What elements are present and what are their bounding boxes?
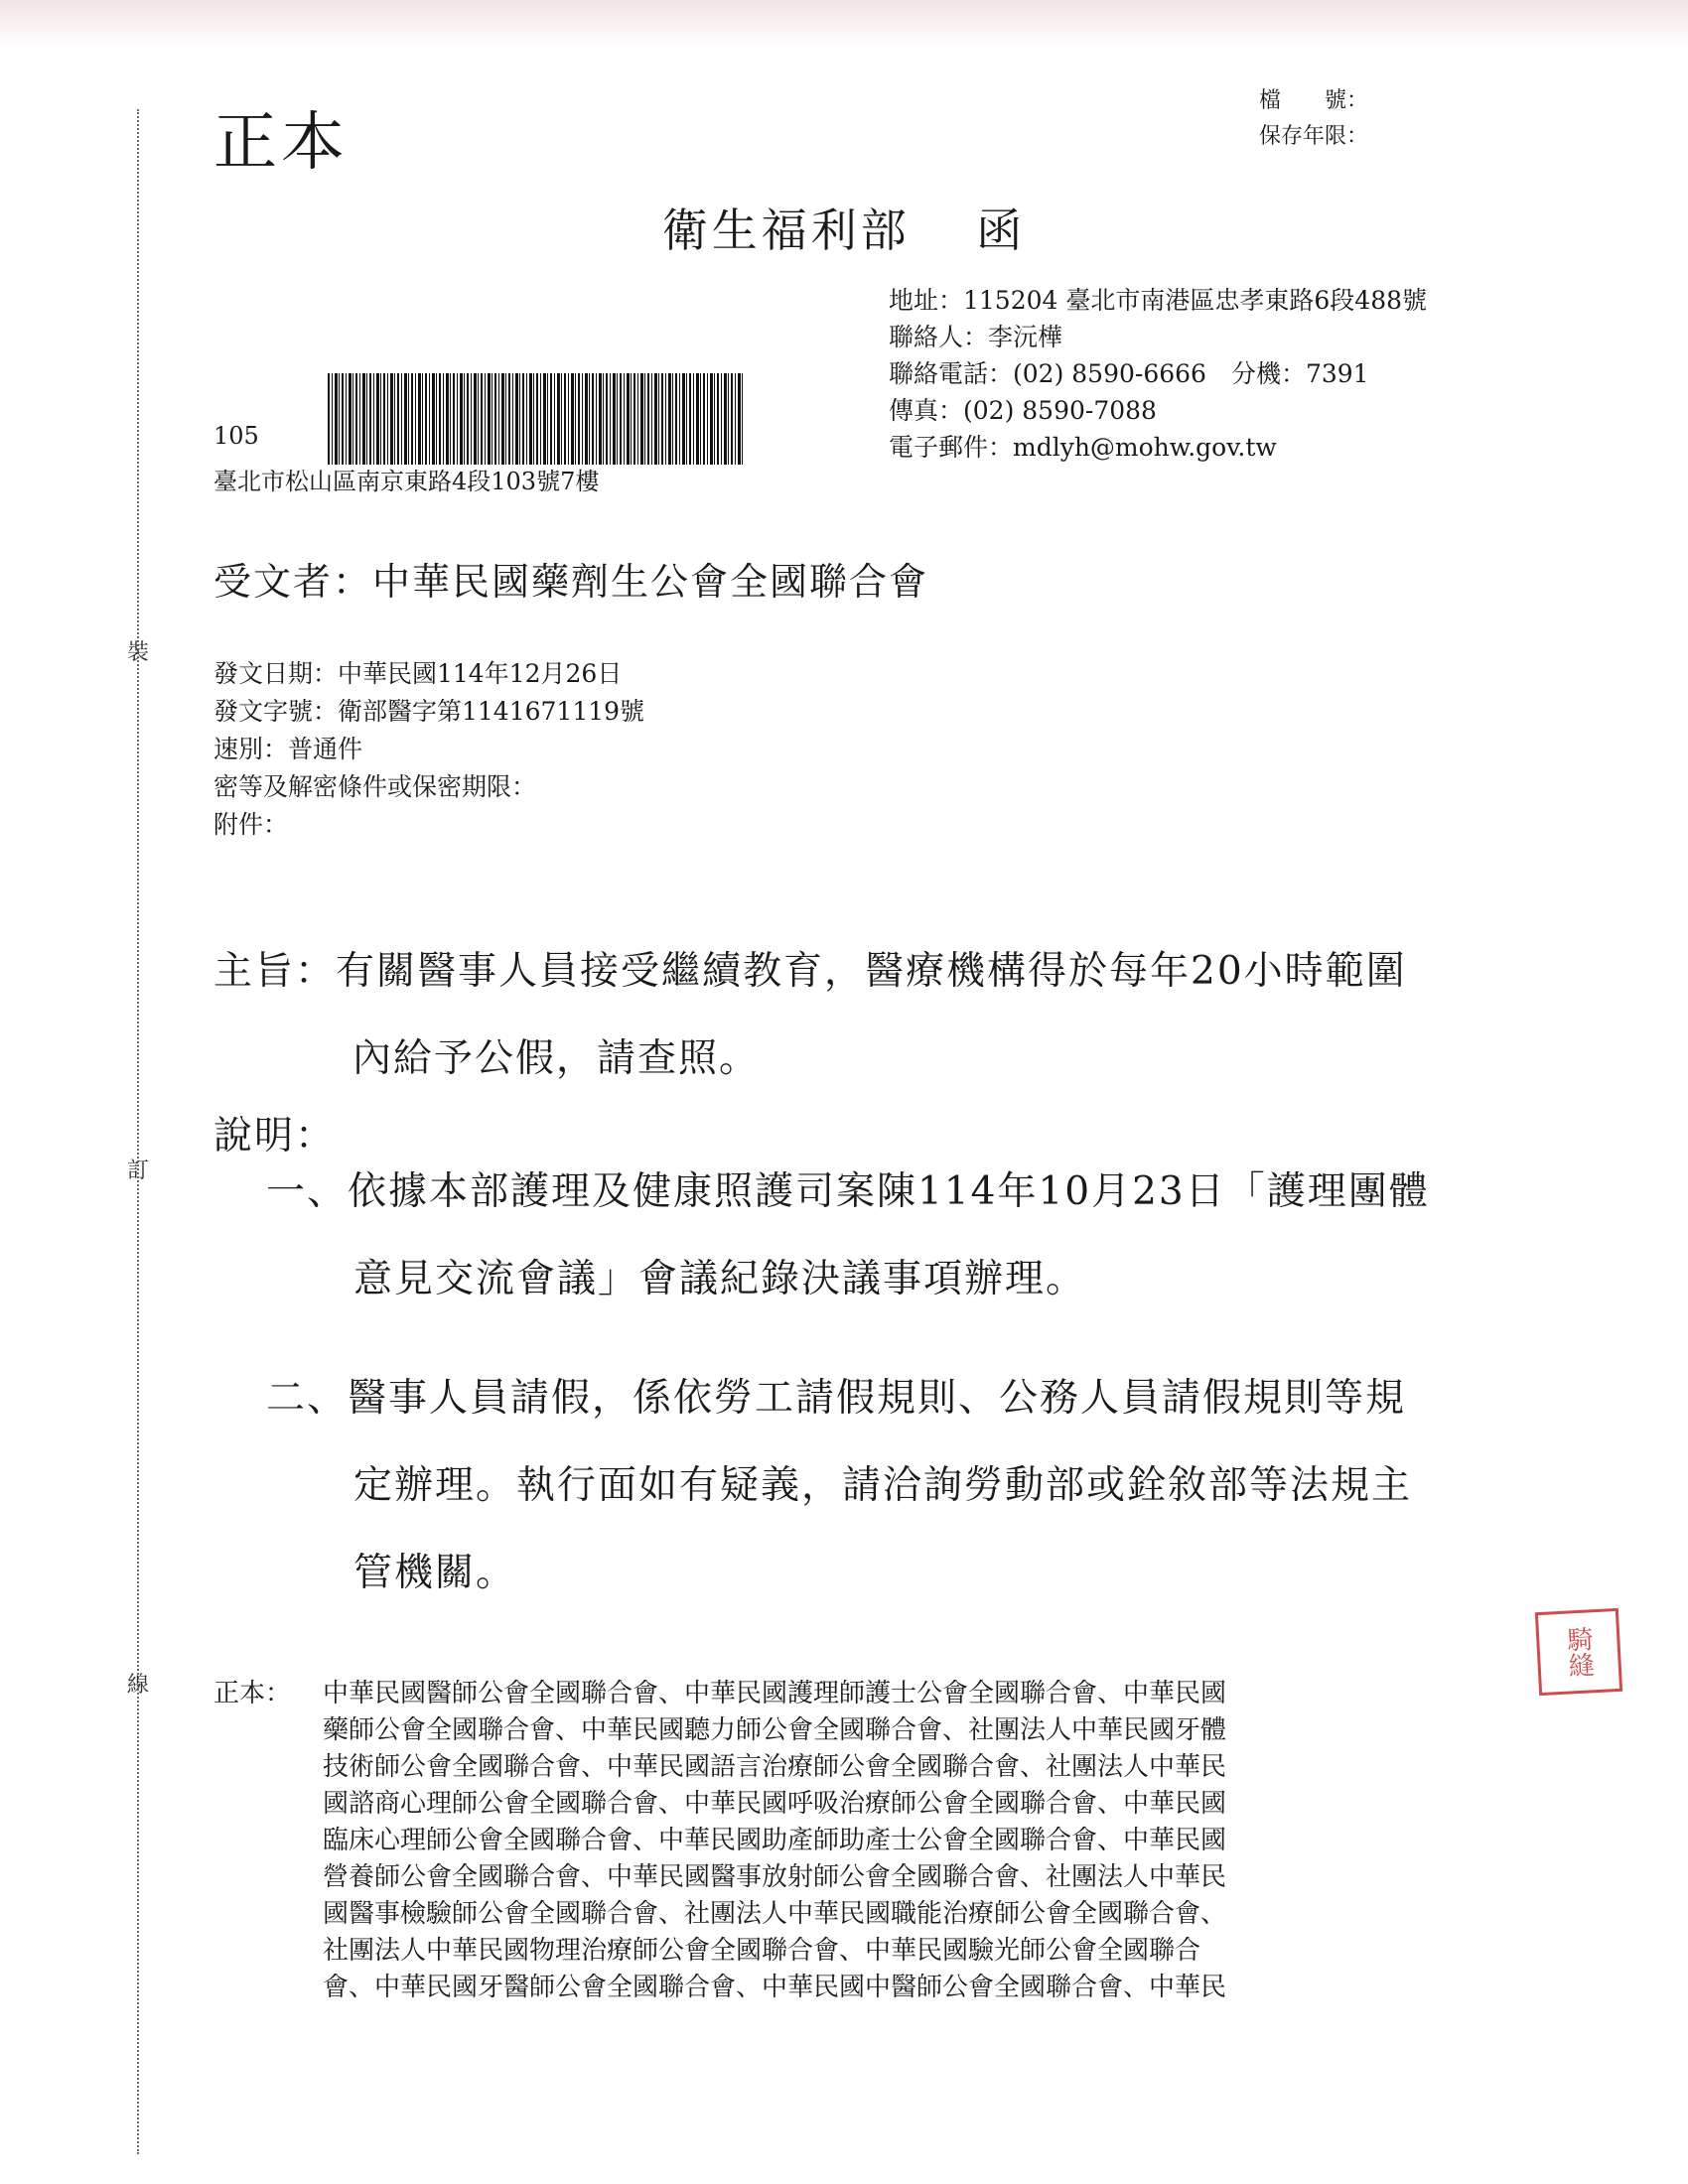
cc-label: 正本： (213, 1679, 292, 1708)
recipient-address: 臺北市松山區南京東路4段103號7樓 (213, 468, 600, 495)
subject (213, 928, 1534, 1103)
binding-mark-bottom: 線 (127, 1673, 150, 1698)
scan-top-strip (0, 0, 1688, 48)
explanation-heading: 說明： (213, 1114, 337, 1159)
sender-phone: 聯絡電話：(02) 8590-6666 分機：7391 (889, 359, 1369, 388)
explanation-item (266, 1355, 1537, 1617)
file-meta (1259, 83, 1368, 155)
sender-contact: 聯絡人：李沅樺 (889, 323, 1063, 351)
cc-line: 中華民國醫師公會全國聯合會、中華民國護理師護士公會全國聯合會、中華民國 (323, 1679, 1227, 1708)
recipient: 受文者：中華民國藥劑生公會全國聯合會 (213, 560, 929, 604)
document-title: 衛生福利部 函 (661, 204, 1027, 257)
cc-line: 會、中華民國牙醫師公會全國聯合會、中華民國中醫師公會全國聯合會、中華民 (323, 1973, 1227, 2002)
explanation-item-2-line-3: 管機關。 (353, 1551, 517, 1595)
cc-line: 國諮商心理師公會全國聯合會、中華民國呼吸治療師公會全國聯合會、中華民國 (323, 1789, 1227, 1819)
cc-line: 國醫事檢驗師公會全國聯合會、社團法人中華民國職能治療師公會全國聯合會、 (323, 1899, 1227, 1929)
file-number-label: 檔 號： (1259, 88, 1369, 113)
cc-line: 藥師公會全國聯合會、中華民國聽力師公會全國聯合會、社團法人中華民國牙體 (323, 1715, 1227, 1745)
document-number: 發文字號：衛部醫字第1141671119號 (213, 697, 645, 726)
issue-date: 發文日期：中華民國114年12月26日 (213, 659, 623, 688)
sender-address: 地址：115204 臺北市南港區忠孝東路6段488號 (889, 286, 1428, 315)
subject-line-2: 內給予公假，請查照。 (352, 1036, 761, 1081)
binding-mark-top: 裝 (127, 640, 150, 665)
explanation-item-2-line-2: 定辦理。執行面如有疑義，請洽詢勞動部或銓敘部等法規主 (353, 1463, 1413, 1508)
cc-line: 臨床心理師公會全國聯合會、中華民國助產師助產士公會全國聯合會、中華民國 (323, 1826, 1227, 1855)
cc-line: 營養師公會全國聯合會、中華民國醫事放射師公會全國聯合會、社團法人中華民 (323, 1862, 1227, 1892)
sender-email: 電子郵件：mdlyh@mohw.gov.tw (889, 433, 1277, 462)
cc-list (323, 1676, 1504, 2006)
binding-dotted-line (137, 109, 139, 2154)
retention-period-label: 保存年限： (1259, 124, 1369, 149)
attachment: 附件： (213, 810, 289, 839)
original-copy-mark: 正本 (213, 106, 349, 180)
sender-info (889, 282, 1427, 466)
sender-fax: 傳真：(02) 8590-7088 (889, 396, 1157, 425)
recipient-zip: 105 (213, 422, 259, 450)
speed-class: 速別：普通件 (213, 735, 363, 763)
cc-line: 社團法人中華民國物理治療師公會全國聯合會、中華民國驗光師公會全國聯合 (323, 1936, 1201, 1966)
subject-line-1: 主旨：有關醫事人員接受繼續教育，醫療機構得於每年20小時範圍 (213, 949, 1407, 994)
document-meta (213, 655, 644, 844)
secrecy-level: 密等及解密條件或保密期限： (213, 772, 537, 801)
cc-line: 技術師公會全國聯合會、中華民國語言治療師公會全國聯合會、社團法人中華民 (323, 1752, 1227, 1782)
cc-recipients (213, 1676, 1504, 2006)
red-seal-stamp: 騎縫 (1535, 1608, 1622, 1696)
barcode (328, 373, 745, 465)
explanation-item-1-line-1: 一、依據本部護理及健康照護司案陳114年10月23日「護理團體 (266, 1169, 1430, 1214)
explanation-item (266, 1149, 1537, 1323)
binding-mark-middle: 訂 (127, 1159, 150, 1183)
explanation-item-1-line-2: 意見交流會議」會議紀錄決議事項辦理。 (353, 1257, 1087, 1301)
explanation-item-2-line-1: 二、醫事人員請假，係依勞工請假規則、公務人員請假規則等規 (266, 1376, 1407, 1421)
